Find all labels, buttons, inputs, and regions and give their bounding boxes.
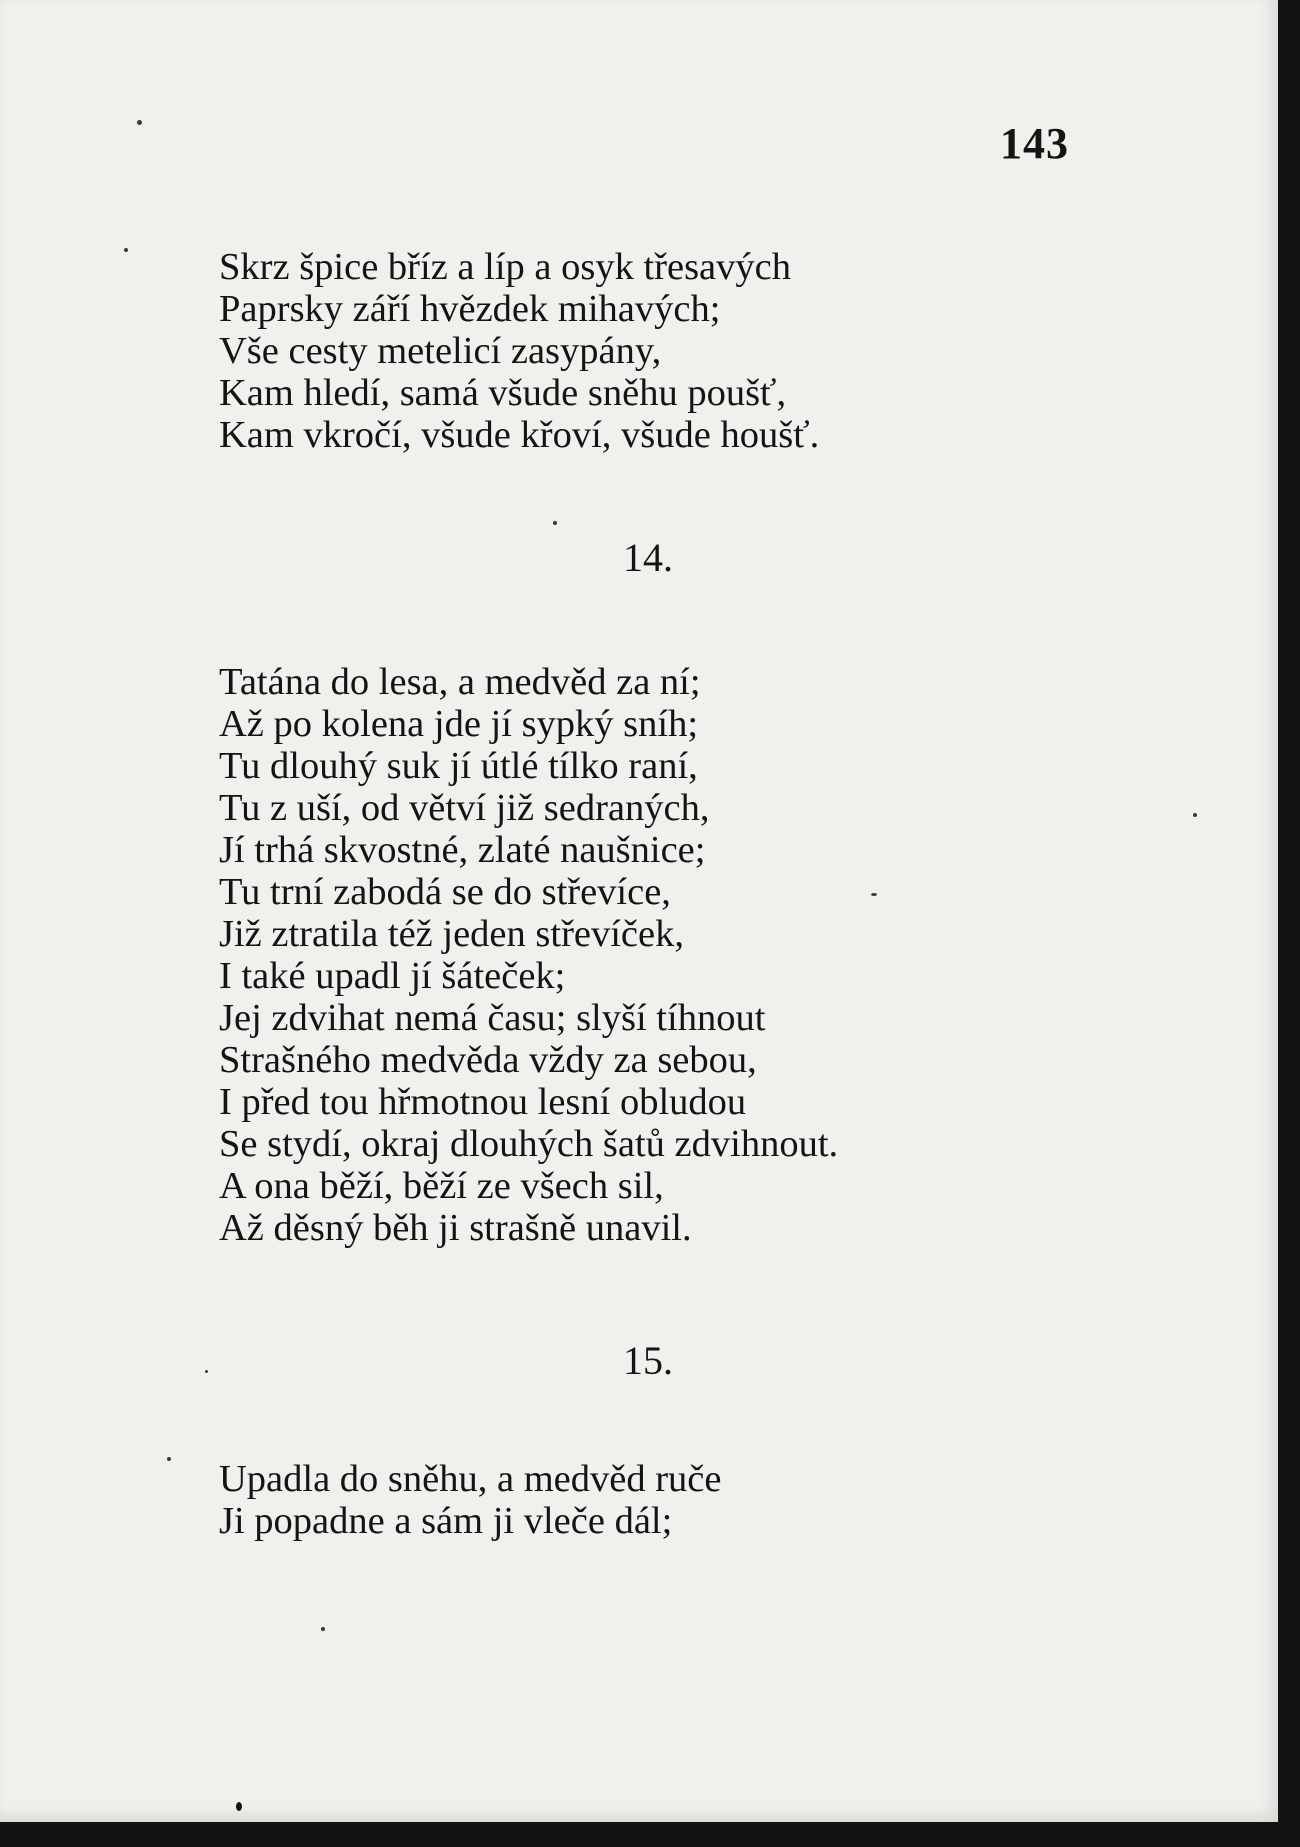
verse-line: I před tou hřmotnou lesní obludou — [219, 1081, 747, 1123]
verse-line: Jí trhá skvostné, zlaté naušnice; — [219, 829, 706, 871]
verse-line: Tu dlouhý suk jí útlé tílko raní, — [219, 745, 698, 787]
print-speck — [1193, 813, 1197, 817]
verse-line: Kam hledí, samá všude sněhu poušť, — [219, 372, 787, 414]
verse-line: Kam vkročí, všude křoví, všude houšť. — [219, 414, 820, 456]
verse-line: I také upadl jí šáteček; — [219, 955, 566, 997]
print-speck — [205, 1370, 208, 1373]
print-speck — [321, 1627, 325, 1631]
stanza-15 — [219, 1458, 721, 1542]
stanza-13-continued — [219, 246, 819, 456]
verse-line: Upadla do sněhu, a medvěd ruče — [219, 1458, 722, 1500]
verse-line: Tatána do lesa, a medvěd za ní; — [219, 661, 701, 703]
page-number: 143 — [1000, 119, 1069, 168]
verse-line: Strašného medvěda vždy za sebou, — [219, 1039, 757, 1081]
scan-border-bottom — [0, 1822, 1300, 1847]
verse-line: Ji popadne a sám ji vleče dál; — [219, 1500, 673, 1542]
section-number-14: 14. — [623, 535, 673, 580]
print-speck — [167, 1457, 171, 1461]
print-speck — [236, 1802, 242, 1811]
verse-line: Se stydí, okraj dlouhých šatů zdvihnout. — [219, 1123, 839, 1165]
verse-line: Až děsný běh ji strašně unavil. — [219, 1207, 692, 1249]
verse-line: A ona běží, běží ze všech sil, — [219, 1165, 664, 1207]
verse-line: Až po kolena jde jí sypký sníh; — [219, 703, 699, 745]
verse-line: Jej zdvihat nemá času; slyší tíhnout — [219, 997, 766, 1039]
verse-line: Skrz špice bříz a líp a osyk třesavých — [219, 246, 791, 288]
verse-line: Tu trní zabodá se do střevíce, — [219, 871, 671, 913]
print-speck — [553, 521, 557, 525]
section-number-15: 15. — [623, 1338, 673, 1383]
verse-line: Vše cesty metelicí zasypány, — [219, 330, 662, 372]
print-speck — [871, 893, 877, 896]
print-speck — [124, 248, 128, 252]
verse-line: Již ztratila též jeden střevíček, — [219, 913, 684, 955]
print-speck — [137, 120, 142, 125]
stanza-14 — [219, 661, 838, 1249]
verse-line: Tu z uší, od větví již sedraných, — [219, 787, 710, 829]
verse-line: Paprsky září hvězdek mihavých; — [219, 288, 721, 330]
scan-border-right — [1278, 0, 1300, 1847]
